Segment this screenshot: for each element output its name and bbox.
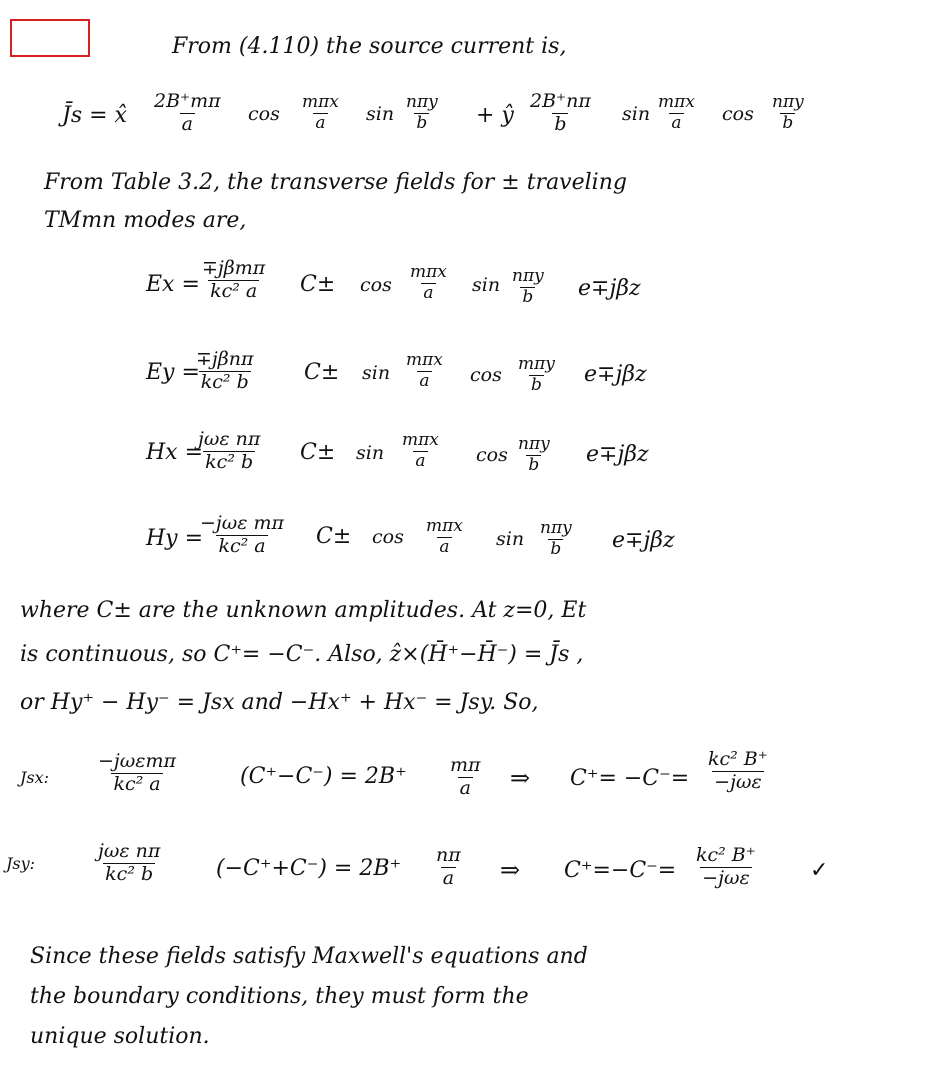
ey-amp: C± (304, 360, 340, 385)
hx-coef: jωε nπ kc² b (198, 428, 261, 473)
ex-arg1: mπx a (410, 262, 447, 303)
hy-coef: −jωε mπ kc² a (200, 512, 285, 557)
or-line: or Hy⁺ − Hy⁻ = Jsx and −Hx⁺ + Hx⁻ = Jsy. So, (20, 690, 539, 715)
check-mark-icon: ✓ (810, 858, 829, 883)
hy-arg1: mπx a (426, 516, 463, 557)
ey-coef: ∓jβnπ kc² b (196, 348, 254, 393)
since-line-3: unique solution. (30, 1024, 210, 1049)
jsy-result: C⁺=−C⁻= (564, 858, 677, 883)
where-line-1: where C± are the unknown amplitudes. At z=0, Et (20, 598, 587, 623)
js-plus-y: + ŷ (476, 103, 514, 128)
red-marker-box (10, 19, 90, 57)
hy-arg2: nπy b (540, 518, 572, 559)
ex-lhs: Ex = (146, 272, 200, 297)
hx-arg1: mπx a (402, 430, 439, 471)
hx-amp: C± (300, 440, 336, 465)
js-cos-2: cos (722, 103, 754, 125)
jsx-coef: −jωεmπ kc² a (98, 750, 177, 795)
ey-arg1: mπx a (406, 350, 443, 391)
js-sin-2: sin (622, 103, 651, 125)
ey-lhs: Ey = (146, 360, 200, 385)
jsy-mid: (−C⁺+C⁻) = 2B⁺ (216, 856, 402, 881)
jsx-label: Jsx: (20, 768, 50, 787)
hy-amp: C± (316, 524, 352, 549)
js-lhs: J̄s = x̂ (62, 103, 127, 128)
ex-amp: C± (300, 272, 336, 297)
hx-lhs: Hx = (146, 440, 204, 465)
jsy-result-frac: kc² B⁺ −jωε (696, 844, 756, 889)
ex-fn2: sin (472, 274, 501, 296)
jsy-coef: jωε nπ kc² b (98, 840, 161, 885)
since-line-2: the boundary conditions, they must form the (30, 984, 529, 1009)
ex-fn1: cos (360, 274, 392, 296)
hx-fn2: cos (476, 444, 508, 466)
js-frac-5: mπx a (658, 92, 695, 133)
jsy-frac: $\frac{n\pi}{a}$ (436, 844, 461, 889)
ey-exp: e∓jβz (584, 362, 647, 387)
where-line-2: is continuous, so C⁺= −C⁻. Also, ẑ×(H̄⁺−H̄⁻) = J̄s , (20, 642, 584, 667)
ex-arg2: nπy b (512, 266, 544, 307)
hx-arg2: nπy b (518, 434, 550, 475)
since-line-1: Since these fields satisfy Maxwell's equations and (30, 944, 588, 969)
hx-exp: e∓jβz (586, 442, 649, 467)
js-sin-1: sin (366, 103, 395, 125)
js-frac-1: $\frac{2B^+m\pi}{a}$ (154, 90, 221, 135)
jsy-arrow: ⇒ (500, 856, 521, 884)
hy-lhs: Hy = (146, 526, 204, 551)
js-frac-3: nπy b (406, 92, 438, 133)
ey-fn2: cos (470, 364, 502, 386)
table-line-1: From Table 3.2, the transverse fields for ± traveling (44, 170, 627, 195)
js-frac-6: nπy b (772, 92, 804, 133)
js-frac-4: $\frac{2B^+n\pi}{b}$ (530, 90, 591, 135)
jsx-result: C⁺= −C⁻= (570, 766, 690, 791)
ey-arg2: mπy b (518, 354, 555, 395)
jsy-label: Jsy: (6, 854, 36, 873)
js-cos-1: cos (248, 103, 280, 125)
hy-fn2: sin (496, 528, 525, 550)
ex-exp: e∓jβz (578, 276, 641, 301)
hx-fn1: sin (356, 442, 385, 464)
jsx-mid: (C⁺−C⁻) = 2B⁺ (240, 764, 407, 789)
jsx-arrow: ⇒ (510, 764, 531, 792)
hy-exp: e∓jβz (612, 528, 675, 553)
table-line-2: TMmn modes are, (44, 208, 247, 233)
intro-text: From (4.110) the source current is, (172, 34, 567, 59)
hy-fn1: cos (372, 526, 404, 548)
jsx-frac: $\frac{m\pi}{a}$ (450, 754, 481, 799)
jsx-result-frac: kc² B⁺ −jωε (708, 748, 768, 793)
js-frac-2: mπx a (302, 92, 339, 133)
ey-fn1: sin (362, 362, 391, 384)
ex-coef: ∓jβmπ kc² a (202, 257, 266, 302)
